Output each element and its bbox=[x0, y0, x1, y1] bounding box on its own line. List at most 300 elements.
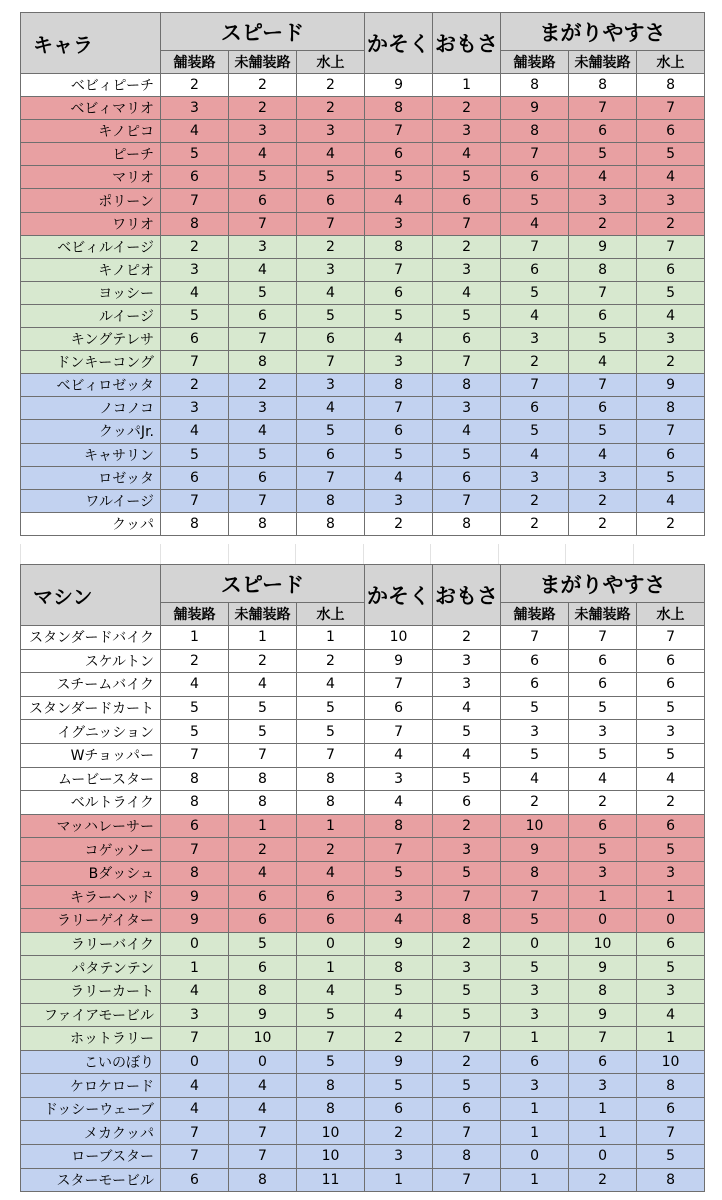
handling-water-cell: 6 bbox=[637, 1097, 705, 1121]
row-name-cell: クッパ bbox=[21, 512, 161, 535]
handling-water-header: 水上 bbox=[637, 51, 705, 74]
weight-column-header: おもさ bbox=[433, 565, 501, 626]
handling-water-cell: 8 bbox=[637, 397, 705, 420]
speed-unpaved-cell: 1 bbox=[229, 626, 297, 650]
row-name-cell: ムービースター bbox=[21, 767, 161, 791]
handling-unpaved-cell: 3 bbox=[569, 466, 637, 489]
speed-unpaved-cell: 6 bbox=[229, 885, 297, 909]
spacer-cell bbox=[295, 544, 363, 564]
speed-paved-cell: 6 bbox=[161, 166, 229, 189]
table-row bbox=[21, 838, 705, 862]
speed-unpaved-cell: 7 bbox=[229, 489, 297, 512]
speed-unpaved-cell: 6 bbox=[229, 956, 297, 980]
handling-paved-cell: 3 bbox=[501, 466, 569, 489]
character-stats-table bbox=[20, 12, 705, 536]
handling-paved-cell: 7 bbox=[501, 626, 569, 650]
handling-unpaved-cell: 6 bbox=[569, 304, 637, 327]
row-name-cell: ラリーカート bbox=[21, 979, 161, 1003]
handling-water-cell: 0 bbox=[637, 909, 705, 933]
handling-unpaved-cell: 6 bbox=[569, 1050, 637, 1074]
handling-paved-cell: 3 bbox=[501, 979, 569, 1003]
speed-water-cell: 7 bbox=[297, 743, 365, 767]
handling-unpaved-cell: 0 bbox=[569, 1145, 637, 1169]
weight-cell: 7 bbox=[433, 1168, 501, 1192]
table-row bbox=[21, 626, 705, 650]
weight-cell: 4 bbox=[433, 281, 501, 304]
row-name-cell: マッハレーサー bbox=[21, 814, 161, 838]
weight-cell: 7 bbox=[433, 489, 501, 512]
speed-paved-cell: 1 bbox=[161, 626, 229, 650]
handling-water-cell: 5 bbox=[637, 281, 705, 304]
speed-paved-cell: 3 bbox=[161, 397, 229, 420]
speed-paved-cell: 9 bbox=[161, 909, 229, 933]
accel-cell: 7 bbox=[365, 673, 433, 697]
accel-cell: 9 bbox=[365, 74, 433, 97]
speed-water-cell: 4 bbox=[297, 397, 365, 420]
handling-paved-cell: 5 bbox=[501, 696, 569, 720]
table-row bbox=[21, 143, 705, 166]
speed-paved-cell: 8 bbox=[161, 767, 229, 791]
handling-water-cell: 6 bbox=[637, 443, 705, 466]
handling-water-cell: 6 bbox=[637, 258, 705, 281]
speed-unpaved-cell: 2 bbox=[229, 374, 297, 397]
handling-unpaved-cell: 8 bbox=[569, 258, 637, 281]
handling-paved-cell: 6 bbox=[501, 673, 569, 697]
weight-cell: 4 bbox=[433, 420, 501, 443]
table-row bbox=[21, 814, 705, 838]
handling-unpaved-cell: 7 bbox=[569, 281, 637, 304]
weight-cell: 5 bbox=[433, 720, 501, 744]
table-row bbox=[21, 304, 705, 327]
accel-cell: 7 bbox=[365, 120, 433, 143]
table-row bbox=[21, 956, 705, 980]
speed-unpaved-cell: 2 bbox=[229, 74, 297, 97]
table-row bbox=[21, 1097, 705, 1121]
speed-unpaved-cell: 4 bbox=[229, 1097, 297, 1121]
row-name-cell: イグニッション bbox=[21, 720, 161, 744]
weight-cell: 5 bbox=[433, 304, 501, 327]
table-row bbox=[21, 1050, 705, 1074]
handling-paved-cell: 7 bbox=[501, 885, 569, 909]
weight-cell: 8 bbox=[433, 512, 501, 535]
speed-water-cell: 6 bbox=[297, 443, 365, 466]
accel-column-header: かそく bbox=[365, 13, 433, 74]
row-name-cell: マリオ bbox=[21, 166, 161, 189]
handling-water-cell: 3 bbox=[637, 979, 705, 1003]
speed-unpaved-cell: 5 bbox=[229, 720, 297, 744]
handling-water-cell: 6 bbox=[637, 120, 705, 143]
handling-unpaved-cell: 8 bbox=[569, 979, 637, 1003]
row-name-cell: パタテンテン bbox=[21, 956, 161, 980]
handling-paved-cell: 7 bbox=[501, 374, 569, 397]
speed-paved-cell: 4 bbox=[161, 979, 229, 1003]
speed-water-cell: 1 bbox=[297, 626, 365, 650]
table-row bbox=[21, 97, 705, 120]
table-row bbox=[21, 328, 705, 351]
handling-water-cell: 7 bbox=[637, 420, 705, 443]
speed-unpaved-cell: 6 bbox=[229, 466, 297, 489]
weight-cell: 6 bbox=[433, 328, 501, 351]
speed-unpaved-cell: 1 bbox=[229, 814, 297, 838]
accel-cell: 4 bbox=[365, 743, 433, 767]
handling-unpaved-cell: 9 bbox=[569, 956, 637, 980]
speed-paved-cell: 5 bbox=[161, 443, 229, 466]
table-row bbox=[21, 489, 705, 512]
speed-unpaved-cell: 4 bbox=[229, 143, 297, 166]
handling-paved-cell: 3 bbox=[501, 720, 569, 744]
speed-water-cell: 6 bbox=[297, 189, 365, 212]
handling-unpaved-cell: 1 bbox=[569, 1097, 637, 1121]
speed-unpaved-cell: 5 bbox=[229, 696, 297, 720]
table-row bbox=[21, 351, 705, 374]
handling-paved-cell: 7 bbox=[501, 235, 569, 258]
speed-water-cell: 5 bbox=[297, 696, 365, 720]
handling-paved-cell: 4 bbox=[501, 304, 569, 327]
speed-paved-cell: 5 bbox=[161, 304, 229, 327]
speed-unpaved-cell: 3 bbox=[229, 397, 297, 420]
handling-paved-cell: 5 bbox=[501, 956, 569, 980]
accel-cell: 9 bbox=[365, 649, 433, 673]
speed-unpaved-header: 未舗装路 bbox=[229, 603, 297, 626]
handling-unpaved-cell: 5 bbox=[569, 328, 637, 351]
speed-water-cell: 6 bbox=[297, 328, 365, 351]
speed-paved-cell: 7 bbox=[161, 743, 229, 767]
handling-water-cell: 5 bbox=[637, 466, 705, 489]
weight-cell: 8 bbox=[433, 909, 501, 933]
name-column-header: マシン bbox=[21, 565, 161, 626]
speed-paved-cell: 7 bbox=[161, 1145, 229, 1169]
handling-paved-cell: 1 bbox=[501, 1121, 569, 1145]
speed-water-cell: 7 bbox=[297, 212, 365, 235]
handling-water-cell: 4 bbox=[637, 489, 705, 512]
weight-cell: 6 bbox=[433, 791, 501, 815]
accel-cell: 3 bbox=[365, 1145, 433, 1169]
handling-water-cell: 3 bbox=[637, 720, 705, 744]
handling-water-cell: 4 bbox=[637, 304, 705, 327]
accel-cell: 8 bbox=[365, 235, 433, 258]
handling-unpaved-cell: 4 bbox=[569, 443, 637, 466]
accel-cell: 5 bbox=[365, 166, 433, 189]
speed-paved-cell: 8 bbox=[161, 212, 229, 235]
handling-water-cell: 7 bbox=[637, 626, 705, 650]
weight-cell: 1 bbox=[433, 74, 501, 97]
handling-water-cell: 2 bbox=[637, 791, 705, 815]
weight-cell: 5 bbox=[433, 166, 501, 189]
accel-cell: 6 bbox=[365, 281, 433, 304]
speed-paved-cell: 1 bbox=[161, 956, 229, 980]
speed-unpaved-cell: 6 bbox=[229, 189, 297, 212]
speed-unpaved-cell: 5 bbox=[229, 281, 297, 304]
weight-cell: 5 bbox=[433, 979, 501, 1003]
speed-unpaved-cell: 0 bbox=[229, 1050, 297, 1074]
speed-water-cell: 4 bbox=[297, 143, 365, 166]
speed-paved-cell: 6 bbox=[161, 466, 229, 489]
accel-cell: 5 bbox=[365, 979, 433, 1003]
handling-water-cell: 1 bbox=[637, 885, 705, 909]
speed-water-cell: 11 bbox=[297, 1168, 365, 1192]
speed-water-cell: 5 bbox=[297, 720, 365, 744]
handling-unpaved-cell: 5 bbox=[569, 696, 637, 720]
speed-unpaved-cell: 3 bbox=[229, 120, 297, 143]
accel-cell: 6 bbox=[365, 420, 433, 443]
table-row bbox=[21, 466, 705, 489]
accel-cell: 3 bbox=[365, 212, 433, 235]
table-row bbox=[21, 1074, 705, 1098]
handling-water-cell: 4 bbox=[637, 767, 705, 791]
accel-cell: 5 bbox=[365, 861, 433, 885]
handling-unpaved-cell: 7 bbox=[569, 97, 637, 120]
handling-unpaved-cell: 1 bbox=[569, 1121, 637, 1145]
handling-paved-cell: 0 bbox=[501, 1145, 569, 1169]
accel-cell: 4 bbox=[365, 1003, 433, 1027]
handling-unpaved-cell: 4 bbox=[569, 166, 637, 189]
handling-unpaved-cell: 4 bbox=[569, 351, 637, 374]
handling-water-cell: 2 bbox=[637, 212, 705, 235]
table-row bbox=[21, 1027, 705, 1051]
weight-cell: 8 bbox=[433, 1145, 501, 1169]
row-name-cell: ローブスター bbox=[21, 1145, 161, 1169]
table-row bbox=[21, 1121, 705, 1145]
accel-cell: 7 bbox=[365, 397, 433, 420]
accel-cell: 4 bbox=[365, 189, 433, 212]
speed-water-cell: 4 bbox=[297, 673, 365, 697]
table-row bbox=[21, 979, 705, 1003]
speed-water-cell: 7 bbox=[297, 466, 365, 489]
accel-cell: 4 bbox=[365, 466, 433, 489]
handling-paved-cell: 2 bbox=[501, 351, 569, 374]
handling-unpaved-cell: 0 bbox=[569, 909, 637, 933]
speed-water-cell: 2 bbox=[297, 838, 365, 862]
accel-cell: 6 bbox=[365, 696, 433, 720]
accel-cell: 2 bbox=[365, 1121, 433, 1145]
handling-water-cell: 6 bbox=[637, 673, 705, 697]
row-name-cell: スチームバイク bbox=[21, 673, 161, 697]
spacer-cell bbox=[363, 544, 431, 564]
handling-paved-cell: 5 bbox=[501, 743, 569, 767]
handling-paved-cell: 8 bbox=[501, 120, 569, 143]
handling-unpaved-cell: 9 bbox=[569, 235, 637, 258]
handling-water-cell: 9 bbox=[637, 374, 705, 397]
handling-paved-cell: 2 bbox=[501, 791, 569, 815]
handling-water-cell: 4 bbox=[637, 1003, 705, 1027]
handling-water-cell: 8 bbox=[637, 1168, 705, 1192]
table-row bbox=[21, 212, 705, 235]
table-row bbox=[21, 189, 705, 212]
machine-table-body bbox=[21, 565, 705, 1192]
speed-paved-cell: 3 bbox=[161, 258, 229, 281]
speed-group-header: スピード bbox=[161, 13, 365, 51]
speed-paved-cell: 6 bbox=[161, 814, 229, 838]
row-name-cell: ワルイージ bbox=[21, 489, 161, 512]
table-row bbox=[21, 374, 705, 397]
speed-water-cell: 3 bbox=[297, 258, 365, 281]
speed-water-cell: 3 bbox=[297, 120, 365, 143]
header-row bbox=[21, 13, 705, 51]
table-row bbox=[21, 932, 705, 956]
handling-water-cell: 5 bbox=[637, 743, 705, 767]
handling-unpaved-cell: 5 bbox=[569, 143, 637, 166]
accel-cell: 10 bbox=[365, 626, 433, 650]
row-name-cell: キャサリン bbox=[21, 443, 161, 466]
speed-unpaved-cell: 7 bbox=[229, 743, 297, 767]
speed-water-cell: 2 bbox=[297, 235, 365, 258]
handling-paved-cell: 10 bbox=[501, 814, 569, 838]
weight-cell: 4 bbox=[433, 143, 501, 166]
spacer-cell bbox=[633, 544, 701, 564]
handling-water-cell: 1 bbox=[637, 1027, 705, 1051]
speed-paved-cell: 3 bbox=[161, 97, 229, 120]
speed-unpaved-cell: 7 bbox=[229, 1145, 297, 1169]
speed-paved-cell: 9 bbox=[161, 885, 229, 909]
speed-water-cell: 8 bbox=[297, 791, 365, 815]
handling-paved-cell: 3 bbox=[501, 1003, 569, 1027]
row-name-cell: Bダッシュ bbox=[21, 861, 161, 885]
character-table-body bbox=[21, 13, 705, 536]
weight-cell: 2 bbox=[433, 1050, 501, 1074]
handling-paved-cell: 8 bbox=[501, 861, 569, 885]
handling-unpaved-cell: 6 bbox=[569, 673, 637, 697]
handling-water-cell: 6 bbox=[637, 649, 705, 673]
table-row bbox=[21, 909, 705, 933]
row-name-cell: ベルトライク bbox=[21, 791, 161, 815]
spacer-cell bbox=[160, 544, 228, 564]
handling-paved-cell: 4 bbox=[501, 767, 569, 791]
speed-paved-cell: 4 bbox=[161, 120, 229, 143]
speed-unpaved-cell: 4 bbox=[229, 258, 297, 281]
row-name-cell: ラリーゲイター bbox=[21, 909, 161, 933]
table-row bbox=[21, 235, 705, 258]
speed-unpaved-cell: 4 bbox=[229, 861, 297, 885]
table-row bbox=[21, 696, 705, 720]
speed-water-cell: 5 bbox=[297, 420, 365, 443]
row-name-cell: キラーヘッド bbox=[21, 885, 161, 909]
accel-cell: 2 bbox=[365, 512, 433, 535]
speed-paved-cell: 7 bbox=[161, 1121, 229, 1145]
table-row bbox=[21, 120, 705, 143]
accel-cell: 1 bbox=[365, 1168, 433, 1192]
handling-paved-cell: 2 bbox=[501, 489, 569, 512]
handling-paved-cell: 6 bbox=[501, 1050, 569, 1074]
header-row bbox=[21, 565, 705, 603]
table-row bbox=[21, 281, 705, 304]
spacer-cell bbox=[565, 544, 633, 564]
speed-water-cell: 7 bbox=[297, 1027, 365, 1051]
speed-unpaved-cell: 4 bbox=[229, 1074, 297, 1098]
speed-water-cell: 3 bbox=[297, 374, 365, 397]
handling-paved-cell: 5 bbox=[501, 189, 569, 212]
speed-unpaved-cell: 8 bbox=[229, 512, 297, 535]
speed-paved-cell: 0 bbox=[161, 932, 229, 956]
weight-cell: 2 bbox=[433, 626, 501, 650]
accel-cell: 6 bbox=[365, 143, 433, 166]
handling-group-header: まがりやすさ bbox=[501, 565, 705, 603]
row-name-cell: スターモービル bbox=[21, 1168, 161, 1192]
speed-unpaved-cell: 2 bbox=[229, 838, 297, 862]
handling-unpaved-cell: 8 bbox=[569, 74, 637, 97]
accel-cell: 3 bbox=[365, 885, 433, 909]
weight-cell: 2 bbox=[433, 814, 501, 838]
handling-water-cell: 4 bbox=[637, 166, 705, 189]
weight-cell: 5 bbox=[433, 861, 501, 885]
row-name-cell: ベビィロゼッタ bbox=[21, 374, 161, 397]
speed-paved-cell: 2 bbox=[161, 74, 229, 97]
speed-paved-cell: 7 bbox=[161, 838, 229, 862]
row-name-cell: メカクッパ bbox=[21, 1121, 161, 1145]
accel-cell: 8 bbox=[365, 97, 433, 120]
row-name-cell: ラリーバイク bbox=[21, 932, 161, 956]
row-name-cell: スケルトン bbox=[21, 649, 161, 673]
handling-unpaved-cell: 5 bbox=[569, 743, 637, 767]
row-name-cell: ノコノコ bbox=[21, 397, 161, 420]
speed-water-cell: 0 bbox=[297, 932, 365, 956]
speed-paved-cell: 8 bbox=[161, 512, 229, 535]
weight-cell: 3 bbox=[433, 673, 501, 697]
table-row bbox=[21, 791, 705, 815]
speed-paved-cell: 4 bbox=[161, 1097, 229, 1121]
speed-unpaved-cell: 4 bbox=[229, 673, 297, 697]
speed-unpaved-cell: 2 bbox=[229, 97, 297, 120]
table-row bbox=[21, 258, 705, 281]
handling-unpaved-cell: 6 bbox=[569, 814, 637, 838]
weight-cell: 5 bbox=[433, 1003, 501, 1027]
handling-paved-cell: 5 bbox=[501, 909, 569, 933]
table-row bbox=[21, 1168, 705, 1192]
weight-cell: 3 bbox=[433, 956, 501, 980]
handling-paved-cell: 6 bbox=[501, 166, 569, 189]
weight-cell: 3 bbox=[433, 838, 501, 862]
table-row bbox=[21, 885, 705, 909]
weight-cell: 3 bbox=[433, 397, 501, 420]
speed-unpaved-cell: 8 bbox=[229, 351, 297, 374]
speed-paved-cell: 5 bbox=[161, 143, 229, 166]
speed-unpaved-cell: 8 bbox=[229, 767, 297, 791]
handling-paved-cell: 9 bbox=[501, 838, 569, 862]
row-name-cell: スタンダードカート bbox=[21, 696, 161, 720]
accel-cell: 3 bbox=[365, 767, 433, 791]
speed-water-cell: 5 bbox=[297, 166, 365, 189]
row-name-cell: スタンダードバイク bbox=[21, 626, 161, 650]
spacer-cell bbox=[498, 544, 566, 564]
speed-water-cell: 5 bbox=[297, 304, 365, 327]
handling-unpaved-cell: 7 bbox=[569, 1027, 637, 1051]
handling-group-header: まがりやすさ bbox=[501, 13, 705, 51]
handling-paved-cell: 3 bbox=[501, 1074, 569, 1098]
accel-cell: 5 bbox=[365, 1074, 433, 1098]
handling-unpaved-cell: 3 bbox=[569, 1074, 637, 1098]
table-row bbox=[21, 74, 705, 97]
row-name-cell: キングテレサ bbox=[21, 328, 161, 351]
handling-paved-cell: 5 bbox=[501, 281, 569, 304]
handling-paved-cell: 2 bbox=[501, 512, 569, 535]
speed-paved-cell: 8 bbox=[161, 791, 229, 815]
handling-paved-cell: 8 bbox=[501, 74, 569, 97]
handling-paved-cell: 1 bbox=[501, 1168, 569, 1192]
speed-water-cell: 6 bbox=[297, 909, 365, 933]
speed-unpaved-cell: 4 bbox=[229, 420, 297, 443]
handling-unpaved-cell: 6 bbox=[569, 120, 637, 143]
table-row bbox=[21, 767, 705, 791]
speed-paved-cell: 4 bbox=[161, 1074, 229, 1098]
handling-paved-cell: 9 bbox=[501, 97, 569, 120]
speed-water-header: 水上 bbox=[297, 603, 365, 626]
speed-paved-cell: 7 bbox=[161, 1027, 229, 1051]
speed-unpaved-cell: 8 bbox=[229, 1168, 297, 1192]
speed-water-cell: 8 bbox=[297, 489, 365, 512]
handling-unpaved-cell: 6 bbox=[569, 397, 637, 420]
row-name-cell: ドンキーコング bbox=[21, 351, 161, 374]
accel-cell: 8 bbox=[365, 956, 433, 980]
accel-cell: 4 bbox=[365, 791, 433, 815]
